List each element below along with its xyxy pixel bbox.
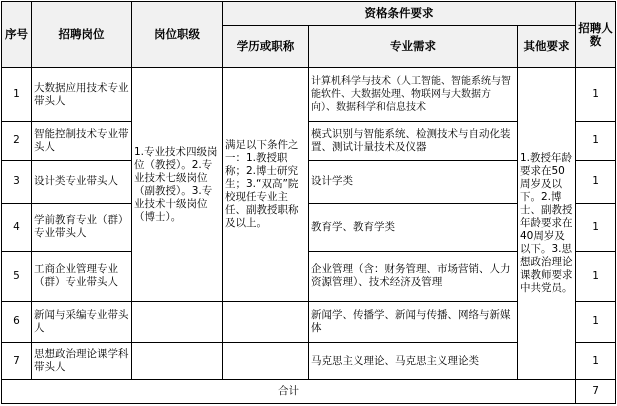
education-empty-cell	[223, 342, 309, 380]
level-empty-cell	[132, 342, 223, 380]
row-position: 智能控制技术专业带头人	[32, 122, 132, 161]
row-position: 大数据应用技术专业带头人	[32, 68, 132, 122]
recruitment-table	[1, 1, 616, 404]
row-position: 思想政治理论课学科带头人	[32, 342, 132, 380]
row-seq: 7	[2, 342, 32, 380]
row-count: 1	[576, 342, 616, 380]
table-row	[2, 68, 616, 122]
shared-education: 满足以下条件之一：1.教授职称；2.博士研究生；3.“双高”院校现任专业主任、副教授职称及以上。	[223, 68, 309, 302]
row-seq: 4	[2, 203, 32, 251]
header-count: 招聘人数	[576, 2, 616, 68]
row-major: 企业管理（含：财务管理、市场营销、人力资源管理）、技术经济及管理	[309, 251, 518, 301]
row-seq: 6	[2, 302, 32, 343]
header-education: 学历或职称	[223, 25, 309, 68]
total-count: 7	[576, 380, 616, 404]
total-row	[2, 380, 616, 404]
row-major: 计算机科学与技术（人工智能、智能系统与智能软件、大数据处理、物联网与大数据方向）、数据科学和信息技术	[309, 68, 518, 122]
row-seq: 1	[2, 68, 32, 122]
row-count: 1	[576, 203, 616, 251]
row-major: 新闻学、传播学、新闻与传播、网络与新媒体	[309, 302, 518, 343]
row-position: 学前教育专业（群）专业带头人	[32, 203, 132, 251]
row-seq: 5	[2, 251, 32, 301]
header-major: 专业需求	[309, 25, 518, 68]
header-level: 岗位职级	[132, 2, 223, 68]
row-major: 设计学类	[309, 160, 518, 203]
row-position: 工商企业管理专业（群）专业带头人	[32, 251, 132, 301]
header-other: 其他要求	[518, 25, 576, 68]
education-empty-cell	[223, 302, 309, 343]
header-position: 招聘岗位	[32, 2, 132, 68]
shared-other: 1.教授年龄要求在50周岁及以下。2.博士、副教授年龄要求在40周岁及以下。3.思想政治理论课教师要求中共党员。	[518, 68, 576, 380]
total-label: 合计	[2, 380, 576, 404]
row-count: 1	[576, 160, 616, 203]
row-position: 新闻与采编专业带头人	[32, 302, 132, 343]
row-major: 模式识别与智能系统、检测技术与自动化装置、测试计量技术及仪器	[309, 122, 518, 161]
row-seq: 2	[2, 122, 32, 161]
row-count: 1	[576, 122, 616, 161]
row-position: 设计类专业带头人	[32, 160, 132, 203]
row-count: 1	[576, 302, 616, 343]
shared-level: 1.专业技术四级岗位（教授）。2.专业技术七级岗位（副教授）。3.专业技术十级岗位（博士）。	[132, 68, 223, 302]
header-qualification: 资格条件要求	[223, 2, 576, 26]
row-count: 1	[576, 251, 616, 301]
row-major: 教育学、教育学类	[309, 203, 518, 251]
row-count: 1	[576, 68, 616, 122]
row-major: 马克思主义理论、马克思主义理论类	[309, 342, 518, 380]
header-seq: 序号	[2, 2, 32, 68]
level-empty-cell	[132, 302, 223, 343]
row-seq: 3	[2, 160, 32, 203]
